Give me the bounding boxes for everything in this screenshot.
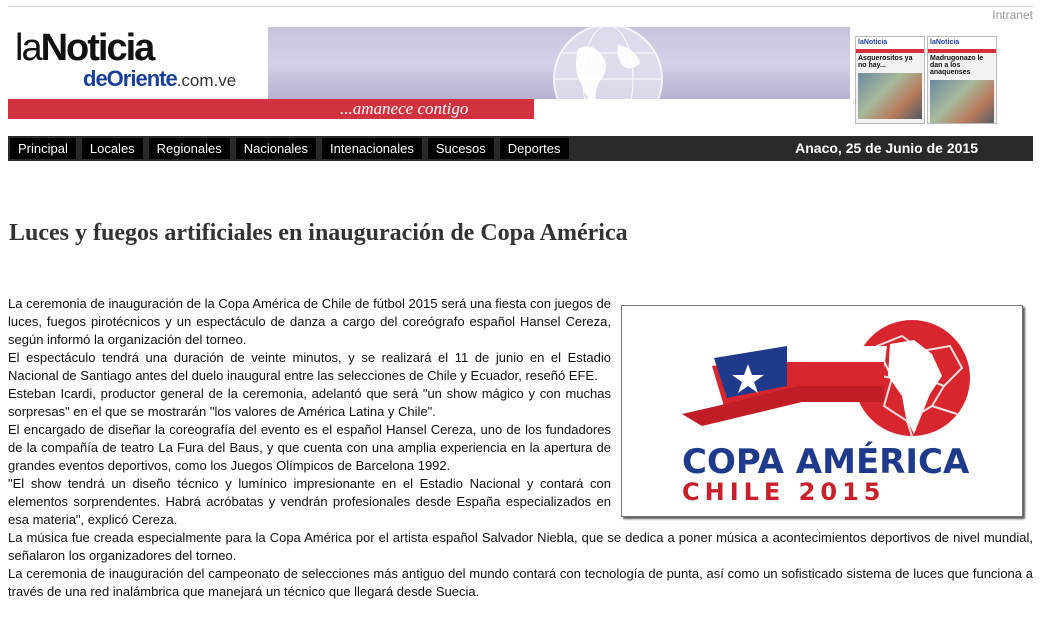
nav-items <box>8 136 573 161</box>
site-logo[interactable] <box>15 27 265 97</box>
article-paragraph: El espectáculo tendrá una duración de veinte minutos, y se realizará el 11 de junio en el Estadio Nacional de Santiago antes del duelo inaugural entre las selecciones de Chile y Ecuador, reseñó EFE. <box>8 350 611 383</box>
main-nav <box>8 136 1033 161</box>
header-banner <box>268 27 850 99</box>
cover-headline: Madrugonazo le dan a los anaquenses <box>930 55 984 76</box>
article-paragraph: "El show tendrá un diseño técnico y lumínico impresionante en el Estadio Nacional y contará con elementos sorprendentes. Habrá acróbatas y vendrán profesionales desde España especializados en esa materia", explicó Cereza. <box>8 476 611 527</box>
logo-line2 <box>83 66 236 92</box>
nav-item-locales[interactable]: Locales <box>82 138 143 159</box>
nav-item-principal[interactable]: Principal <box>10 138 76 159</box>
top-divider <box>8 6 1033 7</box>
article-paragraph: La ceremonia de inauguración de la Copa América de Chile de fútbol 2015 será una fiesta con juegos de luces, fuegos pirotécnicos y un espectáculo de danza a cargo del coreógrafo español Hansel Cereza, según informó la organización del torneo. <box>8 296 611 347</box>
cover-masthead: laNoticia <box>856 37 924 49</box>
article-title: Luces y fuegos artificiales en inauguración de Copa América <box>9 220 628 246</box>
cover-masthead: laNoticia <box>928 37 996 49</box>
nav-item-intenacionales[interactable]: Intenacionales <box>322 138 422 159</box>
article-paragraph: Esteban Icardi, productor general de la ceremonia, adelantó que será "un show mágico y con muchas sorpresas" en el que se mostrarán "los valores de América Latina y Chile". <box>8 386 611 419</box>
slogan: ...amanece contigo <box>340 99 469 118</box>
globe-icon <box>548 27 668 99</box>
current-date: Anaco, 25 de Junio de 2015 <box>795 140 978 156</box>
cover-photo <box>858 73 922 119</box>
cover-headline: Asquerositos ya no hay... <box>858 55 913 69</box>
newspaper-covers <box>855 36 998 122</box>
article-paragraph: La ceremonia de inauguración del campeonato de selecciones más antiguo del mundo contará con tecnología de punta, así como un sofisticado sistema de luces que funciona a través de una red inalámbrica que manejará un técnico que llegará desde Suecia. <box>8 566 1033 599</box>
intranet-link[interactable]: Intranet <box>992 8 1033 22</box>
nav-item-sucesos[interactable]: Sucesos <box>428 138 494 159</box>
logo-line1 <box>15 27 265 70</box>
article-paragraph: La música fue creada especialmente para la Copa América por el artista español Salvador Niebla, que se dedica a poner música a acontecimientos deportivos de nivel mundial, señalaron los organizadores del torneo. <box>8 530 1033 563</box>
article-body <box>8 295 1033 601</box>
logo-noticia: Noticia <box>40 27 154 69</box>
logo-domain: .com.ve <box>176 71 237 90</box>
nav-item-nacionales[interactable]: Nacionales <box>236 138 316 159</box>
image-title-line2: CHILE 2015 <box>682 478 886 506</box>
article-paragraph: El encargado de diseñar la coreografía del evento es el español Hansel Cereza, uno de los fundadores de la compañía de teatro La Fura del Baus, y que cuenta con una amplia experiencia en la apertura de grandes eventos deportivos, como los Juegos Olímpicos de Barcelona 1992. <box>8 422 611 473</box>
image-title-line1: COPA AMÉRICA <box>682 442 970 482</box>
cover-photo <box>930 80 994 124</box>
nav-item-deportes[interactable]: Deportes <box>500 138 569 159</box>
newspaper-cover-2[interactable] <box>927 36 997 124</box>
newspaper-cover-1[interactable] <box>855 36 925 124</box>
logo-deoriente: deOriente <box>83 66 177 91</box>
nav-item-regionales[interactable]: Regionales <box>149 138 230 159</box>
logo-la: la <box>15 27 41 69</box>
